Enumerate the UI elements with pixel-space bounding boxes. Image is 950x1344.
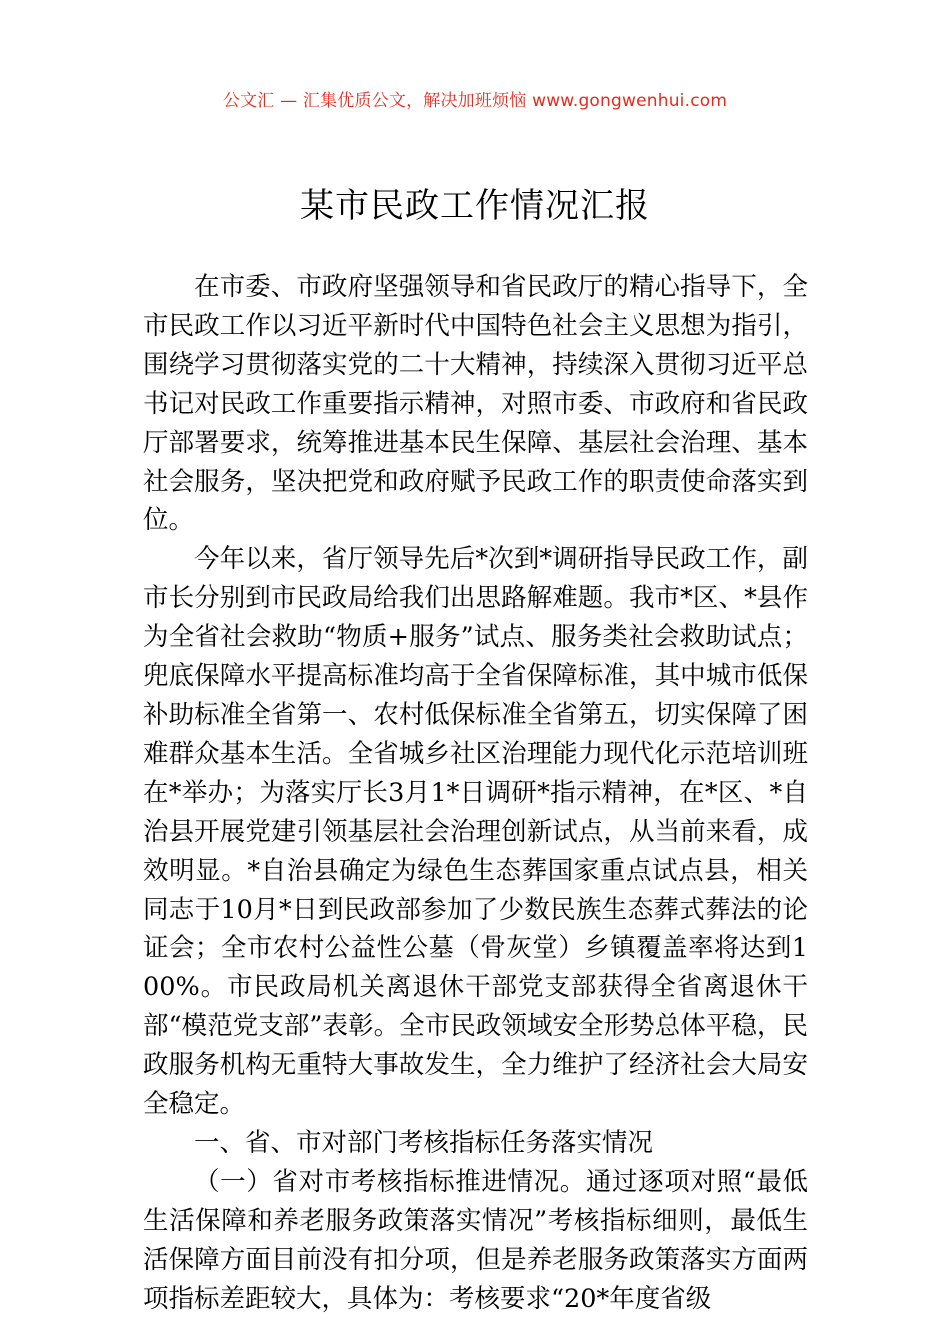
document-body <box>143 268 808 1318</box>
document-title: 某市民政工作情况汇报 <box>300 186 650 226</box>
header-banner: 公文汇 — 汇集优质公文，解决加班烦恼 www.gongwenhui.com <box>222 91 728 111</box>
paragraph-achievements: 今年以来，省厅领导先后*次到*调研指导民政工作，副市长分别到市民政局给我们出思路解难题。我市*区、*县作为全省社会救助“物质+服务”试点、服务类社会救助试点；兜底保障水平提高标准均高于全省保障标准，其中城市低保补助标准全省第一、农村低保标准全省第五，切实保障了困难群众基本生活。全省城乡社区治理能力现代化示范培训班在*举办；为落实厅长3月1*日调研*指示精神，在*区、*自治县开展党建引领基层社会治理创新试点，从当前来看，成效明显。*自治县确定为绿色生态葬国家重点试点县，相关同志于10月*日到民政部参加了少数民族生态葬式葬法的论证会；全市农村公益性公墓（骨灰堂）乡镇覆盖率将达到100%。市民政局机关离退休干部党支部获得全省离退休干部“模范党支部”表彰。全市民政领域安全形势总体平稳，民政服务机构无重特大事故发生，全力维护了经济社会大局安全稳定。 <box>143 544 808 1120</box>
paragraph-intro: 在市委、市政府坚强领导和省民政厅的精心指导下，全市民政工作以习近平新时代中国特色社会主义思想为指引，围绕学习贯彻落实党的二十大精神，持续深入贯彻习近平总书记对民政工作重要指示精神，对照市委、市政府和省民政厅部署要求，统筹推进基本民生保障、基层社会治理、基本社会服务，坚决把党和政府赋予民政工作的职责使命落实到位。 <box>143 272 808 536</box>
section-heading-1: 一、省、市对部门考核指标任务落实情况 <box>194 1127 654 1158</box>
paragraph-subsection-1: （一）省对市考核指标推进情况。通过逐项对照“最低生活保障和养老服务政策落实情况”考核指标细则，最低生活保障方面目前没有扣分项，但是养老服务政策落实方面两项指标差距较大，具体为：考核要求“20*年度省级 <box>143 1166 808 1314</box>
